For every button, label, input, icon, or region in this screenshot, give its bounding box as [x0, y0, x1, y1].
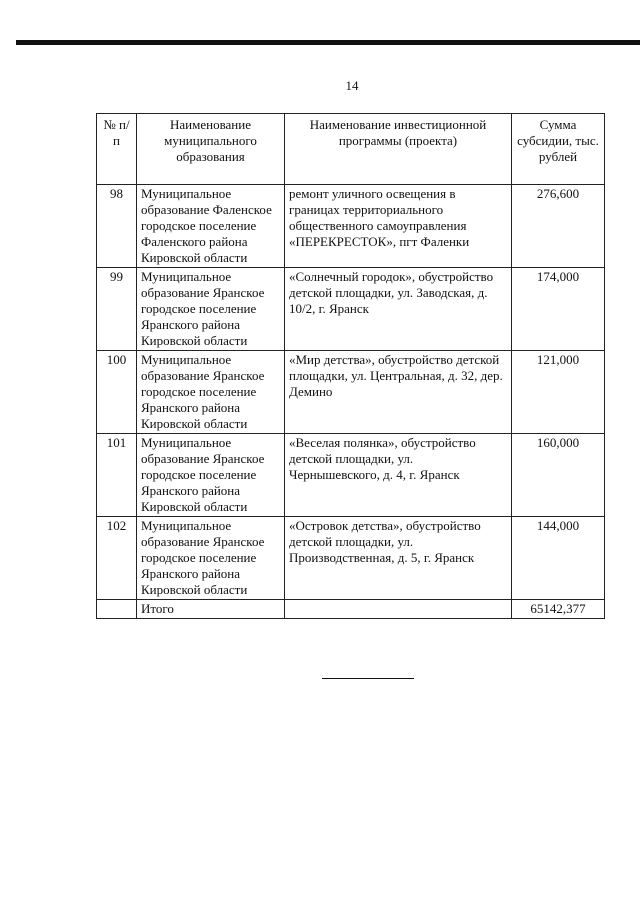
table-row [97, 434, 605, 517]
table-row [97, 268, 605, 351]
row-sum: 174,000 [512, 268, 605, 351]
row-municipality: Муниципальное образование Яранское городское поселение Яранского района Кировской области [137, 268, 285, 351]
total-row [97, 600, 605, 619]
row-municipality: Муниципальное образование Фаленское городское поселение Фаленского района Кировской области [137, 185, 285, 268]
row-sum: 144,000 [512, 517, 605, 600]
row-program: «Островок детства», обустройство детской площадки, ул. Производственная, д. 5, г. Яранск [285, 517, 512, 600]
closing-rule [322, 678, 414, 679]
page-number: 14 [345, 78, 359, 93]
table-row [97, 517, 605, 600]
header-num: № п/п [97, 114, 137, 185]
row-program: «Веселая полянка», обустройство детской площадки, ул. Чернышевского, д. 4, г. Яранск [285, 434, 512, 517]
header-sum: Сумма субсидии, тыс. рублей [512, 114, 605, 185]
row-num: 98 [97, 185, 137, 268]
total-label: Итого [137, 600, 285, 619]
row-municipality: Муниципальное образование Яранское городское поселение Яранского района Кировской области [137, 517, 285, 600]
row-program: ремонт уличного освещения в границах территориального общественного самоуправления «ПЕРЕКРЕСТОК», пгт Фаленки [285, 185, 512, 268]
table-row [97, 351, 605, 434]
top-rule [16, 40, 640, 45]
header-program: Наименование инвестиционной программы (проекта) [285, 114, 512, 185]
total-empty [285, 600, 512, 619]
row-num: 102 [97, 517, 137, 600]
row-sum: 121,000 [512, 351, 605, 434]
row-sum: 276,600 [512, 185, 605, 268]
row-num: 101 [97, 434, 137, 517]
table-row [97, 185, 605, 268]
row-program: «Мир детства», обустройство детской площадки, ул. Центральная, д. 32, дер. Демино [285, 351, 512, 434]
row-sum: 160,000 [512, 434, 605, 517]
header-municipality: Наименование муниципального образования [137, 114, 285, 185]
total-sum: 65142,377 [512, 600, 605, 619]
table-header-row [97, 114, 605, 185]
row-municipality: Муниципальное образование Яранское городское поселение Яранского района Кировской области [137, 351, 285, 434]
row-municipality: Муниципальное образование Яранское городское поселение Яранского района Кировской области [137, 434, 285, 517]
total-num [97, 600, 137, 619]
row-num: 100 [97, 351, 137, 434]
subsidy-table [96, 113, 605, 619]
row-program: «Солнечный городок», обустройство детской площадки, ул. Заводская, д. 10/2, г. Яранск [285, 268, 512, 351]
row-num: 99 [97, 268, 137, 351]
